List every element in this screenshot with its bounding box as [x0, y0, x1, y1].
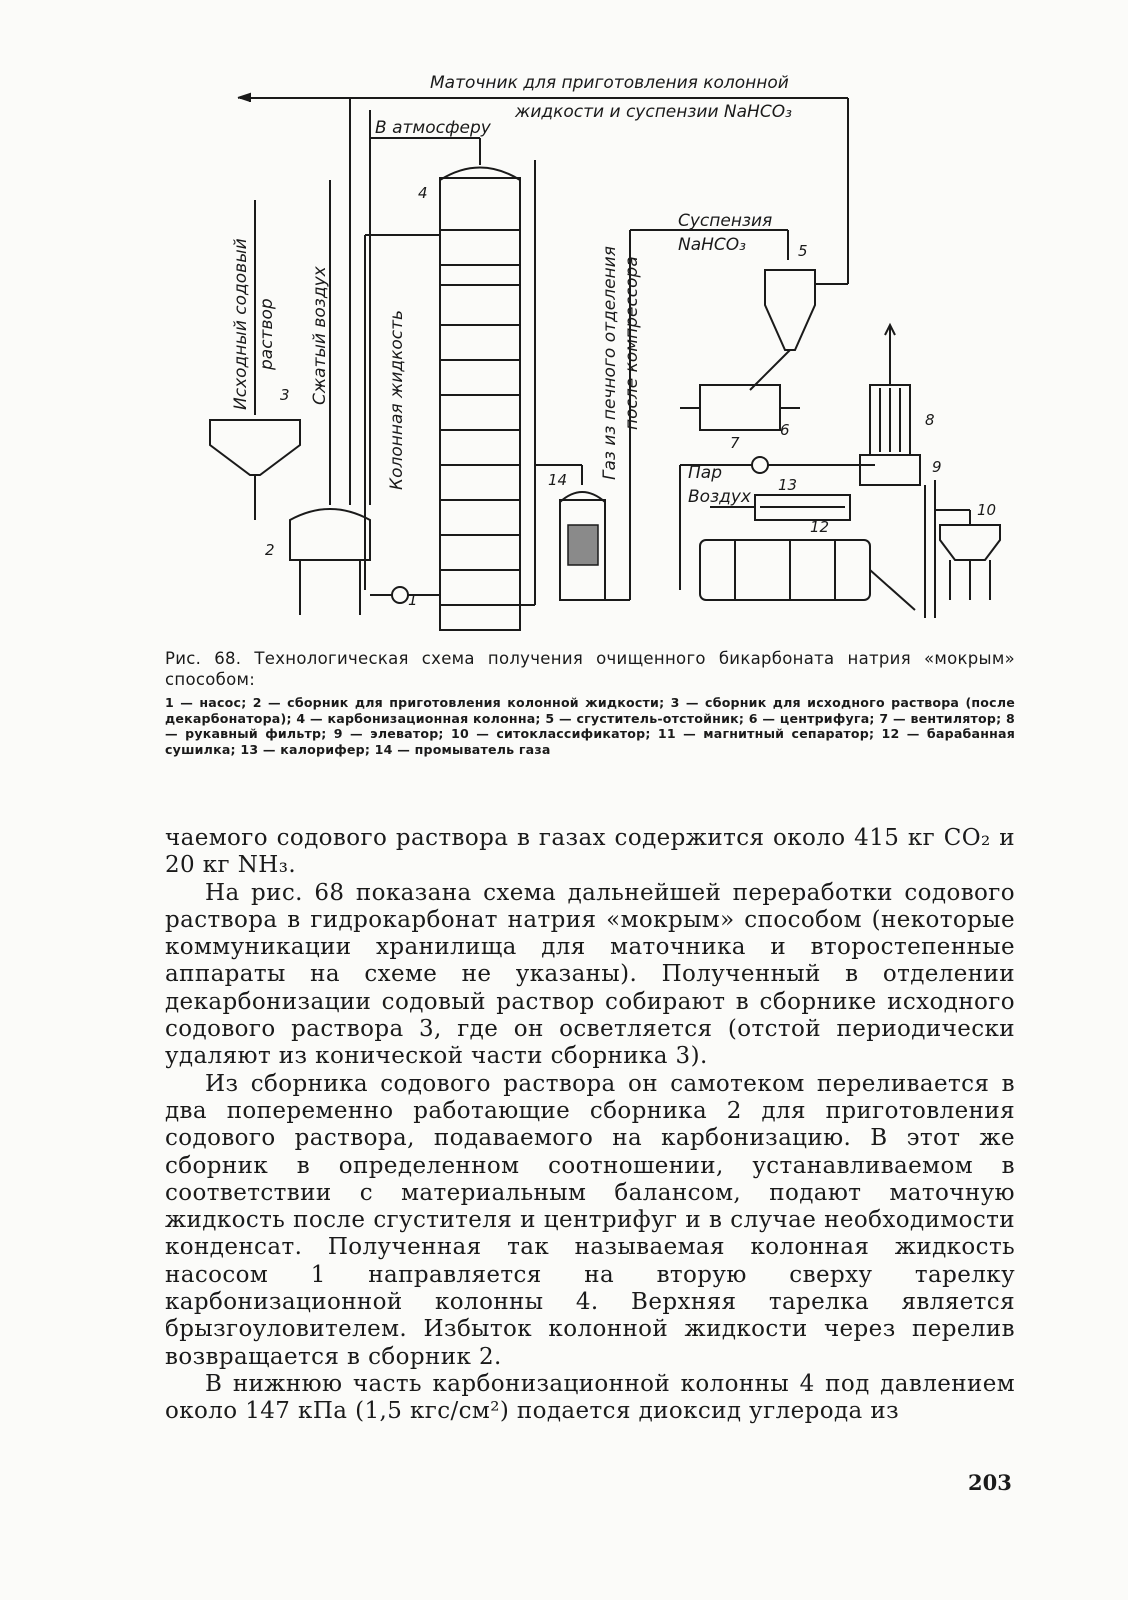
label-mother-liquor-1: Маточник для приготовления колонной: [430, 73, 789, 93]
label-mother-liquor-2: жидкости и суспензии NaHCO₃: [515, 102, 792, 122]
label-suspension-1: Суспензия: [678, 211, 773, 231]
number-13: 13: [778, 476, 798, 494]
label-initial-solution-2: раствор: [257, 298, 277, 370]
body-text: [165, 825, 1015, 1426]
paragraph-2: На рис. 68 показана схема дальнейшей переработки содового раствора в гидрокарбонат натрия «мокрым» способом (некоторые коммуникации хранилища для маточника и второстепенные аппараты на схеме не указаны). Полученный в отделении декарбонизации содовый раствор собирают в сборнике исходного содового раствора 3, где он осветляется (отстой периодически удаляют из конической части сборника 3).: [165, 879, 1015, 1070]
label-initial-solution-1: Исходный содовый: [231, 238, 251, 410]
paragraph-4: В нижнюю часть карбонизационной колонны 4 под давлением около 147 кПа (1,5 кгс/см²) подается диоксид углерода из: [165, 1370, 1015, 1425]
label-gas-2: после компрессора: [622, 256, 642, 430]
label-steam: Пар: [688, 463, 722, 483]
label-air: Воздух: [688, 487, 751, 507]
number-4: 4: [418, 184, 428, 202]
number-9: 9: [932, 458, 942, 476]
number-14: 14: [548, 471, 568, 489]
number-3: 3: [280, 386, 290, 404]
number-8: 8: [925, 411, 935, 429]
number-5: 5: [798, 242, 808, 260]
number-1: 1: [408, 591, 418, 609]
label-suspension-2: NaHCO₃: [678, 235, 746, 255]
page-number: 203: [968, 1470, 1012, 1495]
number-2: 2: [265, 541, 275, 559]
caption-title: Рис. 68. Технологическая схема получения очищенного бикарбоната натрия «мокрым» способом:: [165, 649, 1015, 689]
label-gas-1: Газ из печного отделения: [600, 246, 620, 480]
paragraph-3: Из сборника содового раствора он самотеком переливается в два попеременно работающие сборника 2 для приготовления содового раствора, подаваемого на карбонизацию. В этот же сборник в определенном соотношении, устанавливаемом в соответствии с материальным балансом, подают маточную жидкость после сгустителя и центрифуг и в случае необходимости конденсат. Полученная так называемая колонная жидкость насосом 1 направляется на вторую сверху тарелку карбонизационной колонны 4. Верхняя тарелка является брызгоуловителем. Избыток колонной жидкости через перелив возвращается в сборник 2.: [165, 1070, 1015, 1370]
label-atmosphere: В атмосферу: [375, 118, 491, 138]
number-7: 7: [730, 434, 740, 452]
label-compressed-air: Сжатый воздух: [310, 266, 330, 405]
caption-legend: 1 — насос; 2 — сборник для приготовления колонной жидкости; 3 — сборник для исходного раствора (после декарбонатора); 4 — карбонизационная колонна; 5 — сгуститель-отстойник; 6 — центрифуга; 7 — вентилятор; 8 — рукавный фильтр; 9 — элеватор; 10 — ситоклассификатор; 11 — магнитный сепаратор; 12 — барабанная сушилка; 13 — калорифер; 14 — промыватель газа: [165, 695, 1015, 757]
process-flow-diagram: [190, 70, 1010, 640]
number-12: 12: [810, 518, 830, 536]
figure-caption: [165, 648, 1015, 757]
number-10: 10: [977, 501, 997, 519]
label-column-liquid: Колонная жидкость: [387, 309, 407, 490]
number-6: 6: [780, 421, 790, 439]
paragraph-1: чаемого содового раствора в газах содержится около 415 кг CO₂ и 20 кг NH₃.: [165, 825, 1015, 879]
